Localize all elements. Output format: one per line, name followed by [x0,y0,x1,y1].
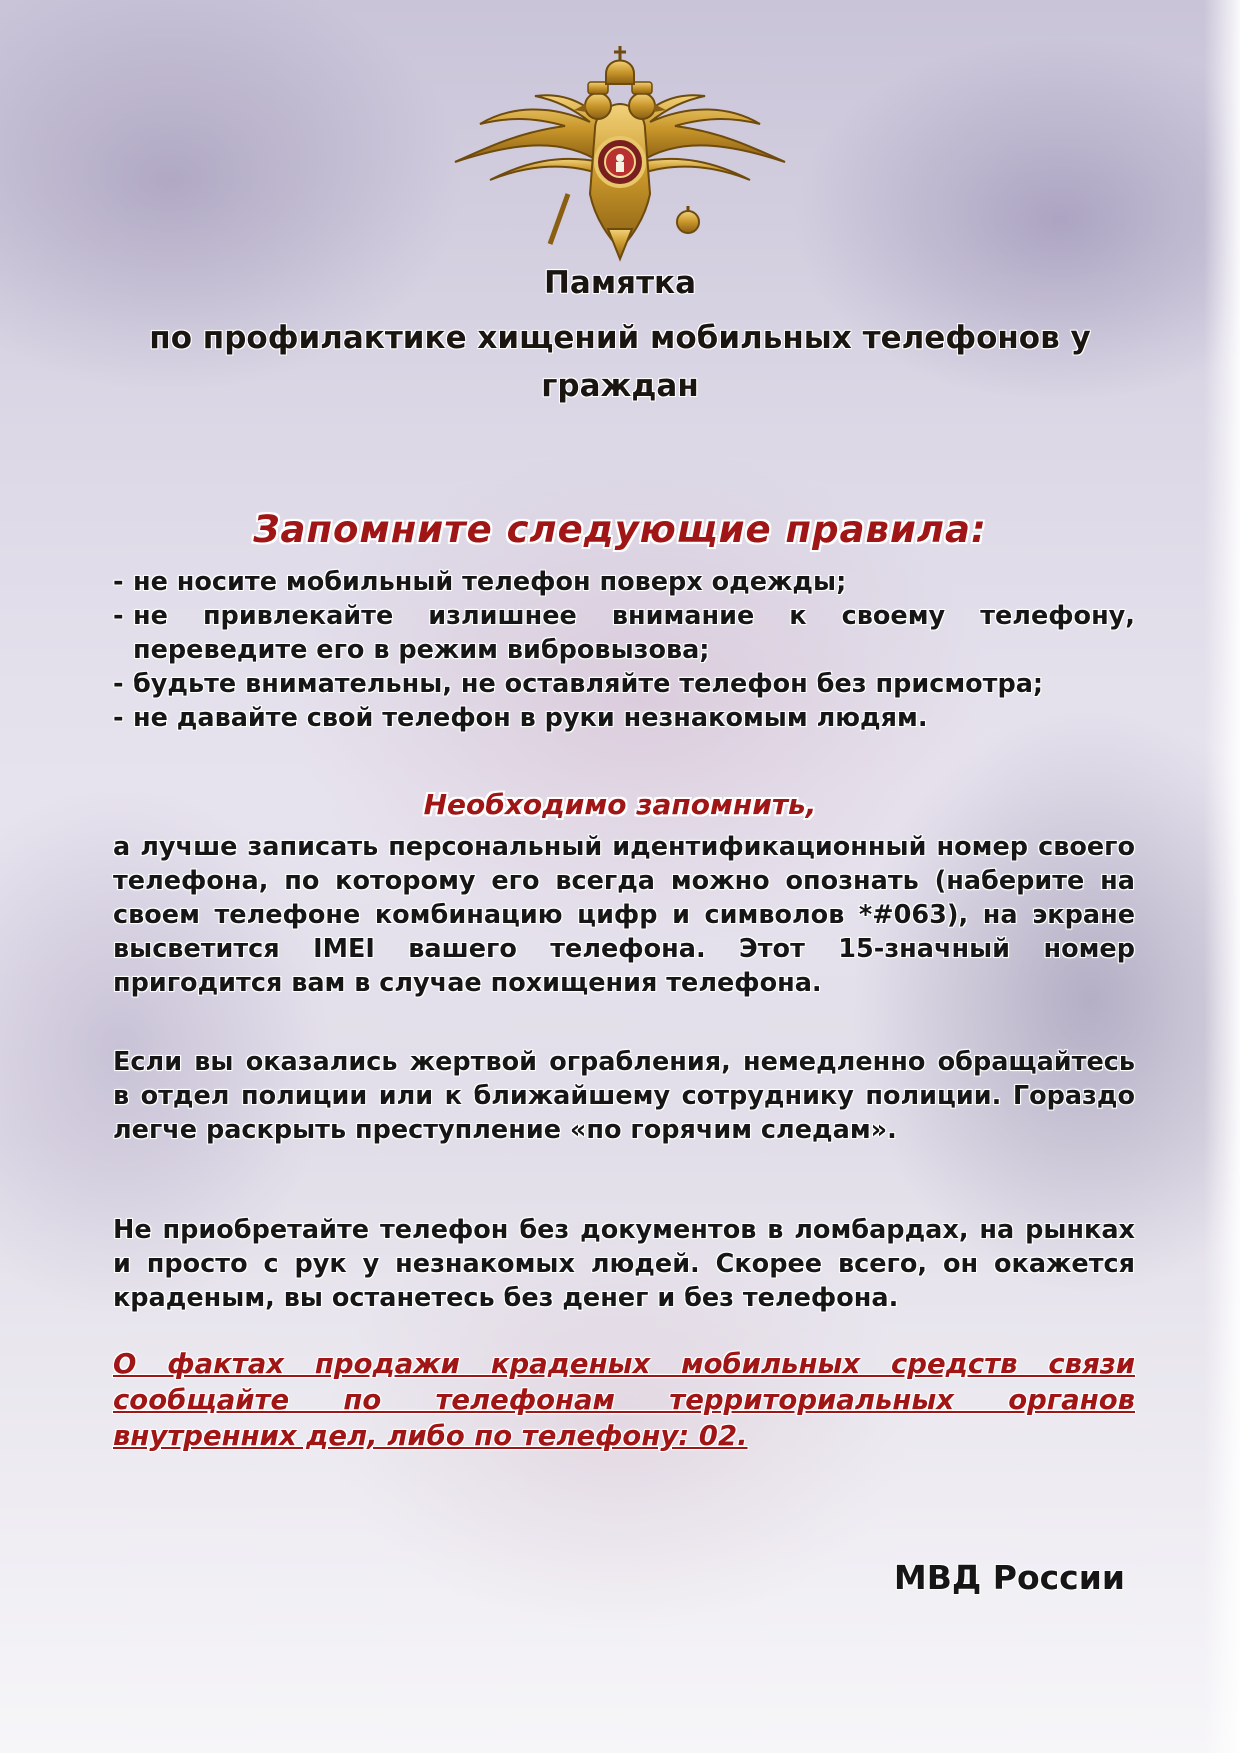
scan-edge [1204,0,1240,1753]
purchase-paragraph: Не приобретайте телефон без документов в ломбардах, на рынках и просто с рук у незнакомых людей. Скорее всего, он окажется краденым, вы останетесь без денег и без телефона. [113,1215,1135,1313]
imei-paragraph: а лучше записать персональный идентификационный номер своего телефона, по которому его всегда можно опознать (наберите на своем телефоне комбинацию цифр и символов *#063), на экране высветится IMEI вашего телефона. Этот 15-значный номер пригодится вам в случае похищения телефона. [113,832,1135,998]
rule-item: - не привлекайте излишнее внимание к своему телефону, переведите его в режим вибровызова; [113,599,1135,667]
rule-item: - не давайте свой телефон в руки незнакомым людям. [113,701,1135,735]
rule-item: - не носите мобильный телефон поверх одежды; [113,565,1135,599]
memo-subtitle-line-1: по профилактике хищений мобильных телефонов у [149,320,1091,356]
memo-title: Памятка [543,265,697,301]
victim-paragraph: Если вы оказались жертвой ограбления, немедленно обращайтесь в отдел полиции или к ближайшему сотруднику полиции. Гораздо легче раскрыть преступление «по горячим следам». [113,1047,1135,1145]
report-warning: О фактах продажи краденых мобильных средств связи сообщайте по телефонам территориальных органов внутренних дел, либо по телефону: 02. [113,1348,1135,1452]
rules-list [113,565,1135,735]
memo-subtitle-line-2: граждан [541,368,699,404]
mvd-emblem-icon [450,44,790,264]
rules-heading: Запомните следующие правила: [253,508,987,551]
rule-item: - будьте внимательны, не оставляйте телефон без присмотра; [113,667,1135,701]
signature: МВД России [893,1558,1125,1597]
imei-heading: Необходимо запомнить, [423,788,817,821]
